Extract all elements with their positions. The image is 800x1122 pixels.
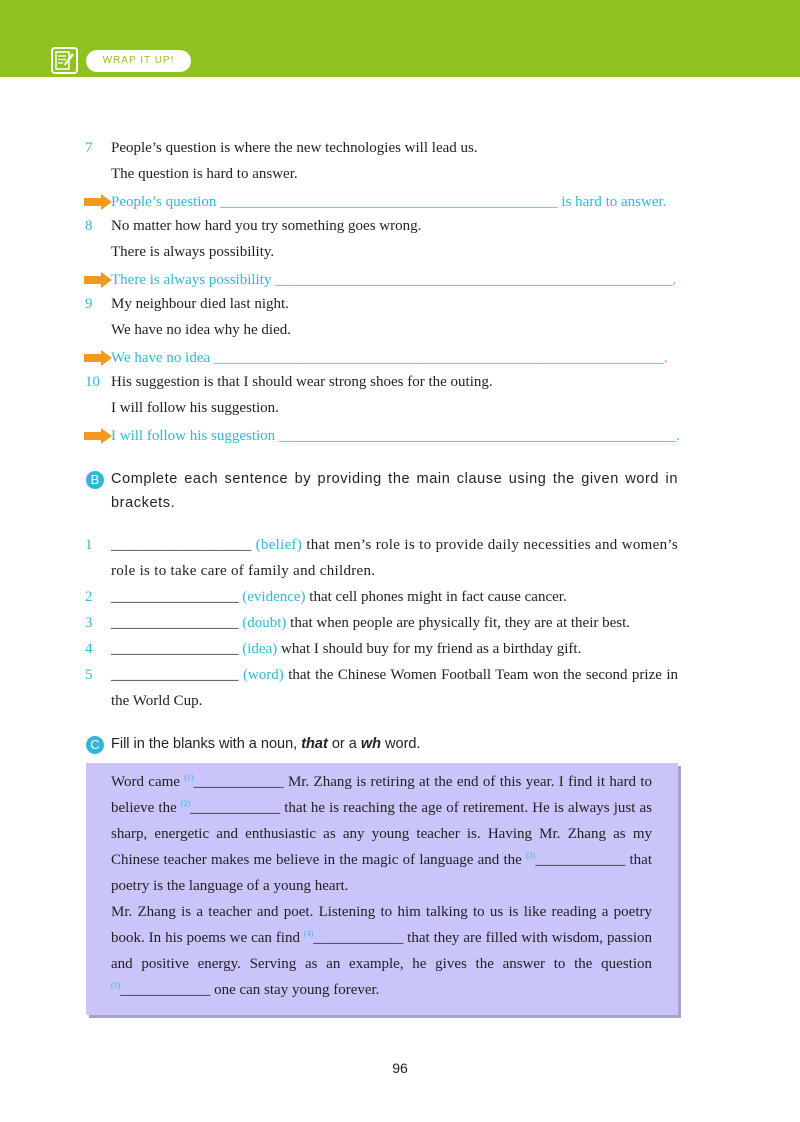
blank-marker: (1) [184, 773, 194, 782]
passage-paragraph-1: Word came $^{(1)}$____________ Mr. Zhang is retiring at the end of this year. I find it hard to believe the $^{(2)}$____________ that he is reaching the age of retirement. He is always just as sharp, energetic and enthusiastic as any young teacher is. Having Mr. Zhang as my Chinese teacher makes me believe in the magic of language and the $^{(3)}$____________ that poetry is the language of a young heart. [111, 773, 652, 894]
section-label: WRAP IT UP! [86, 50, 191, 72]
sentence-1: His suggestion is that I should wear strong shoes for the outing. [111, 374, 493, 390]
sentence: _________________ (evidence) that cell phones might in fact cause cancer. [111, 589, 567, 605]
sentence-1: People’s question is where the new technologies will lead us. [111, 140, 478, 156]
item-number: 1 [85, 537, 93, 553]
sentence-1: My neighbour died last night. [111, 296, 289, 312]
blank-marker: (5) [111, 981, 121, 990]
sentence: _________________ (idea) what I should buy for my friend as a birthday gift. [111, 641, 582, 657]
answer-line: We have no idea ____________________________________________________________. [111, 350, 668, 366]
sentence-1: No matter how hard you try something goes wrong. [111, 218, 422, 234]
sentence-2: The question is hard to answer. [111, 166, 298, 182]
blank-marker: (3) [525, 851, 536, 860]
sentence-2: There is always possibility. [111, 244, 275, 260]
blank-marker: (4) [303, 929, 314, 938]
item-number: 7 [85, 140, 93, 156]
sentence: __________________ (belief) that men’s role is to provide daily necessities and women’s role is to take care of family and children. [111, 537, 678, 579]
section-c-badge: C [86, 736, 104, 754]
item-number: 3 [85, 615, 93, 631]
item-number: 9 [85, 296, 93, 312]
sentence: _________________ (doubt) that when people are physically fit, they are at their best. [111, 615, 631, 631]
arrow-right-icon [84, 194, 112, 210]
arrow-right-icon [84, 350, 112, 366]
section-b-badge: B [86, 471, 104, 489]
item-number: 8 [85, 218, 93, 234]
item-number: 10 [85, 374, 100, 390]
sentence: _________________ (word) that the Chinese Women Football Team won the second prize in the World Cup. [111, 667, 678, 709]
item-number: 5 [85, 667, 93, 683]
sentence-2: We have no idea why he died. [111, 322, 291, 338]
arrow-right-icon [84, 272, 112, 288]
passage-paragraph-2: Mr. Zhang is a teacher and poet. Listening to him talking to us is like reading a poetry book. In his poems we can find $^{(4)}$____________ that they are filled with wisdom, passion and positive energy. Serving as an example, he gives the answer to the question $^{(5)}$____________ one can stay young forever. [111, 904, 652, 998]
item-number: 2 [85, 589, 93, 605]
section-b-instruction: Complete each sentence by providing the main clause using the given word in brackets. [111, 471, 678, 511]
answer-line: There is always possibility _____________________________________________________. [111, 272, 677, 288]
blank-marker: (2) [180, 799, 191, 808]
arrow-right-icon [84, 428, 112, 444]
notepad-pencil-icon [51, 47, 78, 74]
answer-line: I will follow his suggestion _____________________________________________________. [111, 428, 681, 444]
section-c-instruction: Fill in the blanks with a noun, that or a wh word. [111, 736, 421, 752]
answer-line: People’s question _____________________________________________ is hard to answer. [111, 194, 667, 210]
sentence-2: I will follow his suggestion. [111, 400, 279, 416]
page-number: 96 [392, 1060, 408, 1076]
item-number: 4 [85, 641, 93, 657]
top-banner [0, 0, 800, 77]
